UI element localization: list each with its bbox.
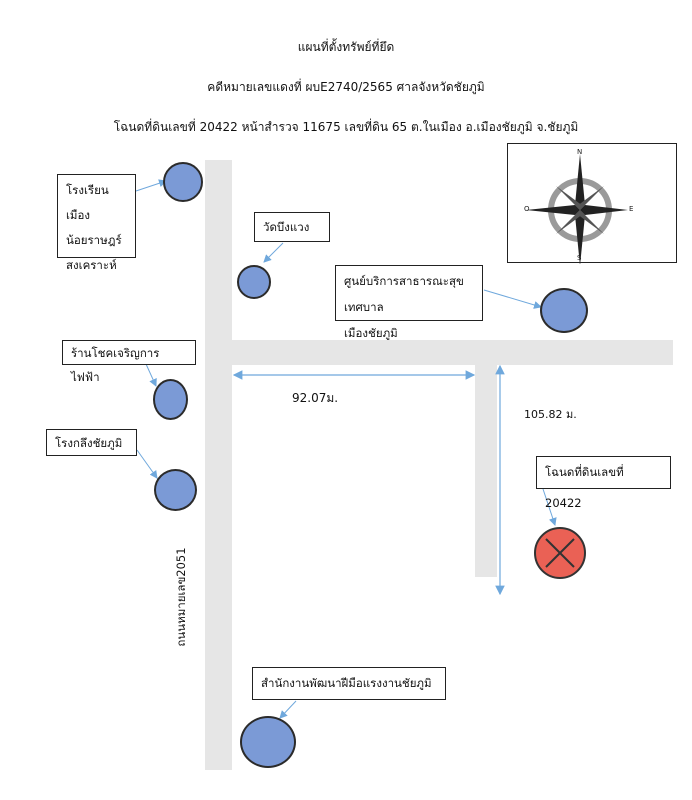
target-parcel-marker — [534, 527, 586, 579]
labor-office-marker — [240, 716, 296, 768]
mill-label: โรงกลึงชัยภูมิ — [46, 429, 137, 456]
mill-marker — [154, 469, 197, 511]
school-label: โรงเรียนเมือง น้อยราษฎร์ สงเคราะห์ — [57, 174, 136, 258]
horizontal-distance-label: 92.07ม. — [292, 391, 339, 405]
leader-electric — [146, 364, 156, 386]
compass-west-label: O — [524, 205, 530, 213]
cross-icon — [536, 529, 584, 577]
leader-labor — [280, 701, 296, 718]
health-center-label: ศูนย์บริการสาธารณะสุขเทศบาล เมืองชัยภูมิ — [335, 265, 483, 321]
case-number: คดีหมายเลขแดงที่ ผบE2740/2565 ศาลจังหวัดชัยภูมิ — [207, 80, 485, 94]
compass-icon — [508, 144, 678, 264]
compass-east-label: E — [629, 205, 634, 213]
target-parcel-label: โฉนดที่ดินเลขที่ 20422 — [536, 456, 671, 489]
temple-label: วัดบึงแวง — [254, 212, 330, 242]
deed-details: โฉนดที่ดินเลขที่ 20422 หน้าสำรวจ 11675 เลขที่ดิน 65 ต.ในเมือง อ.เมืองชัยภูมิ จ.ชัยภูมิ — [113, 120, 579, 134]
electric-shop-label: ร้านโชคเจริญการไฟฟ้า — [62, 340, 196, 365]
school-marker — [163, 162, 203, 202]
leader-health — [484, 290, 541, 307]
electric-shop-marker — [153, 379, 188, 420]
leader-temple — [264, 243, 283, 262]
vertical-distance-label: 105.82 ม. — [524, 408, 577, 421]
leader-mill — [137, 450, 157, 478]
compass-south-label: S — [577, 254, 582, 262]
temple-marker — [237, 265, 271, 299]
labor-office-label: สำนักงานพัฒนาฝีมือแรงงานชัยภูมิ — [252, 667, 446, 700]
health-center-marker — [540, 288, 588, 333]
map-title: แผนที่ตั้งทรัพย์ที่ยึด — [297, 40, 395, 54]
leader-school — [136, 181, 166, 191]
compass-rose — [507, 143, 677, 263]
compass-north-label: N — [577, 148, 583, 156]
road-name-label: ถนนหมายเลข2051 — [174, 547, 188, 647]
